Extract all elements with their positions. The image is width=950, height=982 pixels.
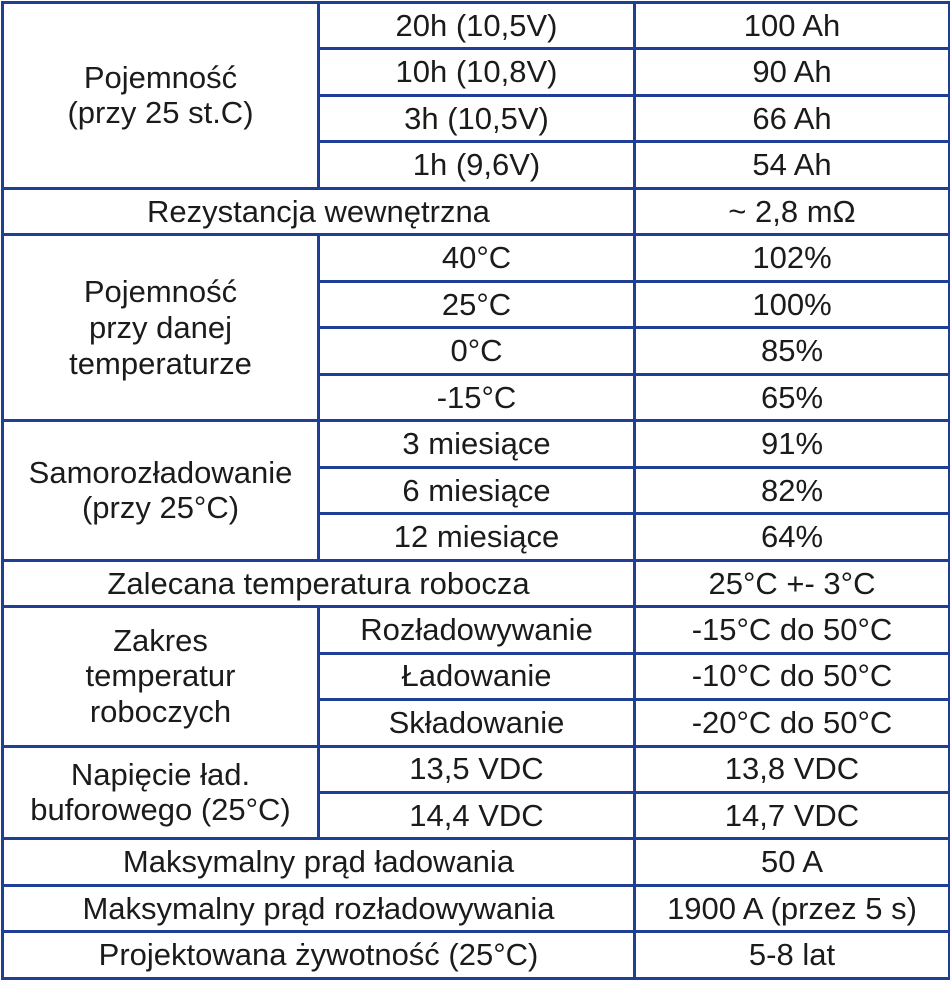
float-voltage-condition: 13,5 VDC: [319, 746, 635, 792]
temp-capacity-condition: 40°C: [319, 235, 635, 281]
capacity-condition: 10h (10,8V): [319, 49, 635, 95]
temp-capacity-value: 102%: [635, 235, 950, 281]
max-charge-value: 50 A: [635, 839, 950, 885]
operating-range-condition: Ładowanie: [319, 653, 635, 699]
temp-capacity-condition: 0°C: [319, 328, 635, 374]
table-row: [3, 607, 950, 653]
float-voltage-condition: 14,4 VDC: [319, 792, 635, 838]
resistance-value: ~ 2,8 mΩ: [635, 188, 950, 234]
capacity-label: [3, 3, 319, 189]
table-row: [3, 188, 950, 234]
float-voltage-label-line: Napięcie ład.: [70, 756, 251, 792]
capacity-value: 54 Ah: [635, 142, 950, 188]
float-voltage-value: 14,7 VDC: [635, 792, 950, 838]
operating-range-label-line: temperatur: [85, 658, 236, 694]
temp-capacity-label-line: temperaturze: [69, 345, 252, 381]
capacity-value: 90 Ah: [635, 49, 950, 95]
capacity-value: 100 Ah: [635, 3, 950, 49]
self-discharge-value: 82%: [635, 467, 950, 513]
operating-range-value: -15°C do 50°C: [635, 607, 950, 653]
recommended-temp-label: Zalecana temperatura robocza: [3, 560, 635, 606]
capacity-condition: 20h (10,5V): [319, 3, 635, 49]
float-voltage-label-line: buforowego (25°C): [30, 792, 291, 828]
capacity-label-line: Pojemność: [83, 59, 238, 95]
battery-spec-table: [1, 1, 950, 980]
recommended-temp-value: 25°C +- 3°C: [635, 560, 950, 606]
resistance-label: Rezystancja wewnętrzna: [3, 188, 635, 234]
table-row: [3, 746, 950, 792]
capacity-label-line: (przy 25 st.C): [67, 95, 254, 131]
operating-range-condition: Składowanie: [319, 700, 635, 746]
table-row: [3, 560, 950, 606]
operating-range-value: -10°C do 50°C: [635, 653, 950, 699]
self-discharge-condition: 6 miesiące: [319, 467, 635, 513]
float-voltage-label: [3, 746, 319, 839]
capacity-condition: 1h (9,6V): [319, 142, 635, 188]
table-row: [3, 932, 950, 979]
max-charge-label: Maksymalny prąd ładowania: [3, 839, 635, 885]
self-discharge-condition: 12 miesiące: [319, 514, 635, 560]
self-discharge-condition: 3 miesiące: [319, 421, 635, 467]
table-row: [3, 235, 950, 281]
self-discharge-value: 91%: [635, 421, 950, 467]
capacity-value: 66 Ah: [635, 95, 950, 141]
operating-range-value: -20°C do 50°C: [635, 700, 950, 746]
temp-capacity-condition: -15°C: [319, 374, 635, 420]
operating-range-label: [3, 607, 319, 746]
float-voltage-value: 13,8 VDC: [635, 746, 950, 792]
self-discharge-label-line: (przy 25°C): [81, 490, 240, 526]
self-discharge-value: 64%: [635, 514, 950, 560]
operating-range-label-line: roboczych: [89, 694, 232, 730]
operating-range-label-line: Zakres: [113, 622, 208, 658]
table-row: [3, 3, 950, 49]
table-row: [3, 885, 950, 931]
temp-capacity-value: 65%: [635, 374, 950, 420]
max-discharge-value: 1900 A (przez 5 s): [635, 885, 950, 931]
temp-capacity-condition: 25°C: [319, 281, 635, 327]
temp-capacity-label-line: Pojemność: [83, 274, 238, 310]
table-row: [3, 421, 950, 467]
capacity-condition: 3h (10,5V): [319, 95, 635, 141]
temp-capacity-label-line: przy danej: [88, 309, 233, 345]
max-discharge-label: Maksymalny prąd rozładowywania: [3, 885, 635, 931]
temp-capacity-value: 85%: [635, 328, 950, 374]
self-discharge-label: [3, 421, 319, 560]
lifetime-label: Projektowana żywotność (25°C): [3, 932, 635, 979]
temp-capacity-label: [3, 235, 319, 421]
lifetime-value: 5-8 lat: [635, 932, 950, 979]
temp-capacity-value: 100%: [635, 281, 950, 327]
self-discharge-label-line: Samorozładowanie: [28, 454, 293, 490]
operating-range-condition: Rozładowywanie: [319, 607, 635, 653]
table-row: [3, 839, 950, 885]
